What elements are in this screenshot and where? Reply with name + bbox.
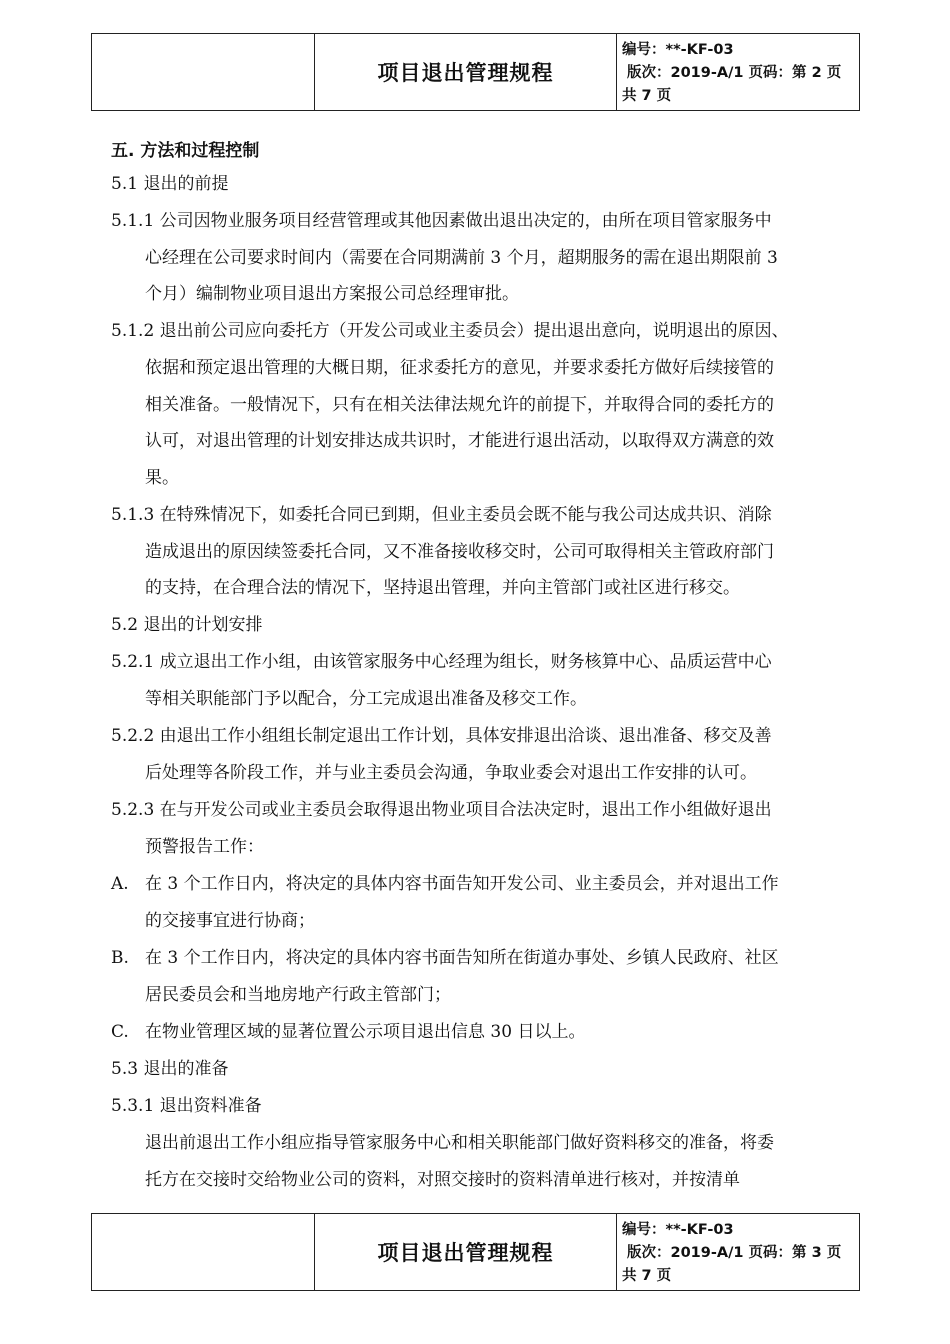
doc-code: 编号：**-KF-03 bbox=[622, 1222, 734, 1238]
list-item-label: C. bbox=[111, 1022, 129, 1042]
list-item-text: 在 3 个工作日内，将决定的具体内容书面告知所在街道办事处、乡镇人民政府、社区 bbox=[145, 948, 779, 968]
subsection-heading: 5.2 退出的计划安排 bbox=[111, 615, 263, 635]
paragraph-line: 5.2.2 由退出工作小组组长制定退出工作计划，具体安排退出洽谈、退出准备、移交及善 bbox=[111, 726, 772, 746]
list-item-label: B. bbox=[111, 948, 129, 968]
paragraph-line: 5.1.2 退出前公司应向委托方（开发公司或业主委员会）提出退出意向，说明退出的原因、 bbox=[111, 321, 789, 341]
paragraph-line: 5.2.3 在与开发公司或业主委员会取得退出物业项目合法决定时，退出工作小组做好退出 bbox=[111, 800, 772, 820]
paragraph-line: 依据和预定退出管理的大概日期，征求委托方的意见，并要求委托方做好后续接管的 bbox=[145, 358, 774, 378]
paragraph-line: 个月）编制物业项目退出方案报公司总经理审批。 bbox=[145, 284, 519, 304]
paragraph-line: 认可，对退出管理的计划安排达成共识时，才能进行退出活动，以取得双方满意的效 bbox=[145, 431, 774, 451]
paragraph-line: 5.2.1 成立退出工作小组，由该管家服务中心经理为组长，财务核算中心、品质运营中心 bbox=[111, 652, 772, 672]
paragraph-line: 相关准备。一般情况下，只有在相关法律法规允许的前提下，并取得合同的委托方的 bbox=[145, 395, 774, 415]
header-logo-cell bbox=[92, 34, 315, 110]
list-item bbox=[111, 874, 779, 894]
page-header-top bbox=[91, 33, 860, 111]
list-item bbox=[111, 948, 779, 968]
paragraph-line: 造成退出的原因续签委托合同，又不准备接收移交时，公司可取得相关主管政府部门 bbox=[145, 542, 774, 562]
paragraph-line: 心经理在公司要求时间内（需要在合同期满前 3 个月，超期服务的需在退出期限前 3 bbox=[145, 248, 778, 268]
header-title: 项目退出管理规程 bbox=[315, 34, 617, 110]
page-header-next bbox=[91, 1213, 860, 1291]
subsection-heading: 5.3.1 退出资料准备 bbox=[111, 1096, 262, 1116]
subsection-heading: 5.1 退出的前提 bbox=[111, 174, 229, 194]
doc-code: 编号：**-KF-03 bbox=[622, 42, 734, 58]
list-item bbox=[111, 1022, 585, 1042]
paragraph-line: 的支持，在合理合法的情况下，坚持退出管理，并向主管部门或社区进行移交。 bbox=[145, 578, 740, 598]
subsection-heading: 5.3 退出的准备 bbox=[111, 1059, 229, 1079]
paragraph-line: 退出前退出工作小组应指导管家服务中心和相关职能部门做好资料移交的准备，将委 bbox=[145, 1133, 774, 1153]
doc-total-pages: 共 7 页 bbox=[622, 1268, 672, 1284]
section-heading: 五. 方法和过程控制 bbox=[111, 141, 260, 161]
doc-version: 版次：2019-A/1 页码：第 3 页 bbox=[627, 1245, 842, 1261]
paragraph-line: 托方在交接时交给物业公司的资料，对照交接时的资料清单进行核对，并按清单 bbox=[145, 1170, 740, 1190]
paragraph-line: 等相关职能部门予以配合，分工完成退出准备及移交工作。 bbox=[145, 689, 587, 709]
doc-total-pages: 共 7 页 bbox=[622, 88, 672, 104]
paragraph-line: 5.1.1 公司因物业服务项目经营管理或其他因素做出退出决定的，由所在项目管家服务中 bbox=[111, 211, 772, 231]
list-item-text: 在物业管理区域的显著位置公示项目退出信息 30 日以上。 bbox=[145, 1022, 586, 1042]
header-title: 项目退出管理规程 bbox=[315, 1214, 617, 1290]
header-meta bbox=[617, 34, 859, 110]
paragraph-line: 5.1.3 在特殊情况下，如委托合同已到期，但业主委员会既不能与我公司达成共识、消除 bbox=[111, 505, 772, 525]
header-meta bbox=[617, 1214, 859, 1290]
paragraph-line: 居民委员会和当地房地产行政主管部门； bbox=[145, 985, 451, 1005]
header-logo-cell bbox=[92, 1214, 315, 1290]
paragraph-line: 果。 bbox=[145, 468, 179, 488]
doc-version: 版次：2019-A/1 页码：第 2 页 bbox=[627, 65, 842, 81]
paragraph-line: 的交接事宜进行协商； bbox=[145, 911, 315, 931]
list-item-text: 在 3 个工作日内，将决定的具体内容书面告知开发公司、业主委员会，并对退出工作 bbox=[145, 874, 779, 894]
list-item-label: A. bbox=[111, 874, 129, 894]
paragraph-line: 后处理等各阶段工作，并与业主委员会沟通，争取业委会对退出工作安排的认可。 bbox=[145, 763, 757, 783]
paragraph-line: 预警报告工作： bbox=[145, 837, 264, 857]
